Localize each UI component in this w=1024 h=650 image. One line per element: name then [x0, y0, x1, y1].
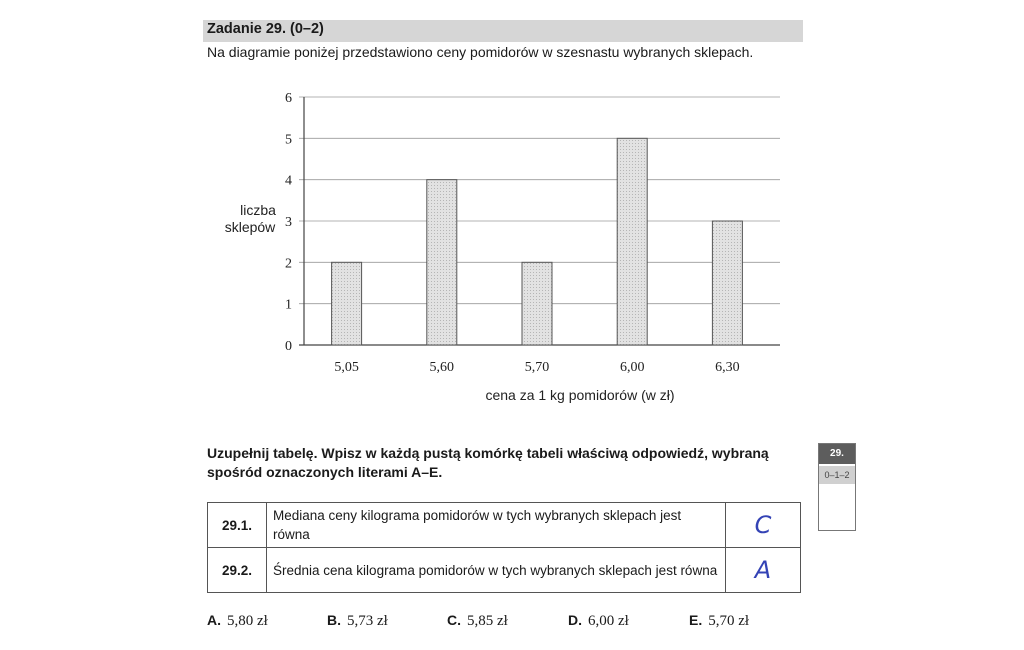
option-b [327, 612, 388, 630]
x-tick-label: 5,05 [334, 360, 359, 375]
bar [712, 221, 742, 345]
table-row [208, 503, 801, 548]
bar [522, 262, 552, 345]
bar [427, 180, 457, 345]
y-tick-label: 1 [285, 297, 292, 313]
row-statement: Średnia cena kilograma pomidorów w tych wybranych sklepach jest równa [267, 548, 726, 593]
answer-table [207, 502, 801, 593]
row-number: 29.2. [208, 548, 267, 593]
option-a [207, 612, 268, 630]
option-value: 5,80 zł [227, 613, 268, 629]
x-tick-label: 6,00 [619, 360, 645, 375]
y-tick-label: 3 [285, 215, 292, 230]
bar [332, 262, 362, 345]
y-axis-label-line2: sklepów [224, 219, 276, 235]
handwritten-answer: C [754, 511, 772, 539]
x-tick-label: 5,60 [429, 360, 455, 375]
row-number: 29.1. [208, 503, 267, 548]
task-title: Zadanie 29. (0–2) [207, 21, 324, 37]
y-tick-label: 2 [285, 256, 292, 272]
y-tick-label: 5 [285, 132, 292, 148]
y-tick-label: 6 [285, 91, 292, 106]
bar [617, 138, 647, 345]
option-e [689, 612, 749, 630]
option-d [568, 612, 629, 630]
option-value: 5,85 zł [467, 613, 508, 629]
option-letter: C. [447, 612, 461, 628]
y-axis-label-line1: liczba [240, 202, 276, 218]
x-axis-label: cena za 1 kg pomidorów (w zł) [485, 387, 675, 403]
option-value: 5,73 zł [347, 613, 388, 629]
option-letter: B. [327, 612, 341, 628]
score-box [818, 443, 856, 531]
score-range: 0–1–2 [819, 466, 855, 484]
y-tick-label: 0 [285, 339, 292, 354]
bar-chart [200, 80, 800, 415]
score-number: 29. [819, 444, 855, 464]
table-row [208, 548, 801, 593]
option-value: 6,00 zł [588, 613, 629, 629]
option-c [447, 612, 508, 630]
x-tick-label: 6,30 [715, 360, 740, 375]
option-letter: A. [207, 612, 221, 628]
answer-cell[interactable] [726, 548, 801, 593]
instruction-text: Uzupełnij tabelę. Wpisz w każdą pustą komórkę tabeli właściwą odpowiedź, wybraną spośród oznaczonych literami A–E. [207, 445, 769, 480]
option-letter: E. [689, 612, 703, 628]
option-letter: D. [568, 612, 582, 628]
row-statement: Mediana ceny kilograma pomidorów w tych wybranych sklepach jest równa [267, 503, 726, 548]
option-value: 5,70 zł [708, 613, 750, 629]
task-intro: Na diagramie poniżej przedstawiono ceny pomidorów w szesnastu wybranych sklepach. [207, 44, 754, 60]
handwritten-answer: A [754, 556, 772, 584]
answer-cell[interactable] [726, 503, 801, 548]
x-tick-label: 5,70 [524, 360, 550, 375]
y-tick-label: 4 [285, 173, 292, 189]
